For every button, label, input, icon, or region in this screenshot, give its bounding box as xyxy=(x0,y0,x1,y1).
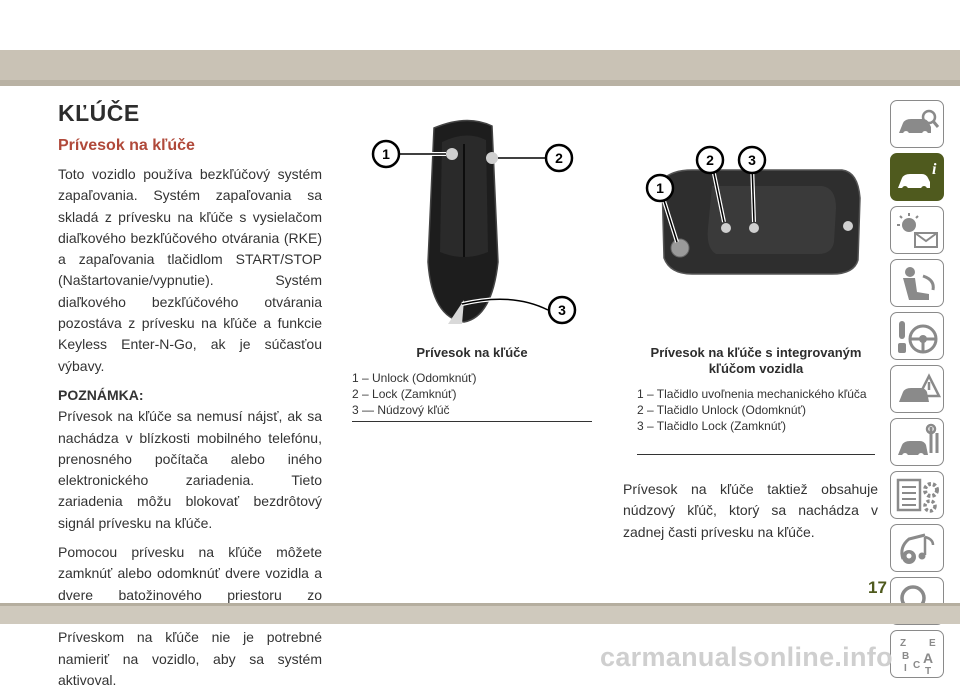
top-header-band xyxy=(0,50,960,80)
note-text: Prívesok na kľúče sa nemusí nájsť, ak sa nachádza v blízkosti mobilného telefónu, prenosného počítača alebo iného elektronického zariadenia. Tieto zariadenia môžu blokovať bezdrôtový signál prívesku na kľúče. xyxy=(58,408,322,531)
figure1-legend xyxy=(352,370,592,418)
callout-1: 1 xyxy=(382,146,390,162)
release-button-icon xyxy=(671,239,689,257)
car-tools-icon xyxy=(895,423,941,463)
svg-text:Z: Z xyxy=(900,638,907,649)
callout-2: 2 xyxy=(555,150,563,166)
figure1-divider xyxy=(352,421,592,422)
tab-chapter-9[interactable] xyxy=(890,524,944,572)
lock-button-icon xyxy=(486,152,498,164)
unlock-button-icon xyxy=(446,148,458,160)
right-column-text xyxy=(623,479,878,551)
legend-item: 2 – Lock (Zamknúť) xyxy=(352,387,457,401)
legend-item: 1 – Tlačidlo uvoľnenia mechanického kľúča xyxy=(637,387,867,401)
paragraph-intro: Toto vozidlo používa bezkľúčový systém zapaľovania. Systém zapaľovania sa skladá z prívesku na kľúče s vysielačom diaľkového bezkľúčového otvárania (RKE) a zapaľovania tlačidlom START/STOP (Naštartovanie/vypnutie). Systém diaľkového bezkľúčového otvárania pozostáva z prívesku na kľúče a funkcie Keyless Enter-N-Go, ak je súčasťou výbavy. xyxy=(58,166,322,374)
key-fob-illustration xyxy=(352,112,592,327)
tab-chapter-1[interactable] xyxy=(890,100,944,148)
checklist-gear-icon xyxy=(895,476,941,516)
svg-text:A: A xyxy=(923,650,934,666)
watermark-text: carmanualsonline.info xyxy=(600,642,893,672)
figure2-title: Prívesok na kľúče s integrovaným kľúčom vozidla xyxy=(650,345,862,376)
paragraph-emergency-key: Prívesok na kľúče taktiež obsahuje núdzový kľúč, ktorý sa nachádza v zadnej časti prívesku na kľúče. xyxy=(623,481,878,540)
svg-text:I: I xyxy=(904,663,907,674)
bottom-footer-band xyxy=(0,606,960,624)
seat-airbag-icon xyxy=(895,264,941,304)
callout-2: 2 xyxy=(706,152,714,168)
callout-3: 3 xyxy=(748,152,756,168)
svg-text:E: E xyxy=(929,638,936,649)
tab-chapter-5[interactable] xyxy=(890,312,944,360)
car-search-icon xyxy=(895,105,941,145)
figure2-legend xyxy=(637,386,875,434)
svg-text:C: C xyxy=(913,660,921,671)
legend-item: 3 – Tlačidlo Lock (Zamknúť) xyxy=(637,419,787,433)
tab-chapter-4[interactable] xyxy=(890,259,944,307)
figure2-divider xyxy=(637,454,875,455)
tab-chapter-7[interactable] xyxy=(890,418,944,466)
tab-chapter-8[interactable] xyxy=(890,471,944,519)
legend-item: 3 — Núdzový kľúč xyxy=(352,403,450,417)
alphabetical-index-icon xyxy=(895,635,941,675)
tab-chapter-11[interactable] xyxy=(890,630,944,678)
tab-chapter-2[interactable] xyxy=(890,153,944,201)
subsection-title: Prívesok na kľúče xyxy=(58,137,195,154)
roadside-emergency-icon xyxy=(895,370,941,410)
car-info-icon xyxy=(895,158,941,198)
svg-text:i: i xyxy=(932,161,937,178)
callout-1: 1 xyxy=(656,180,664,196)
tab-chapter-6[interactable] xyxy=(890,365,944,413)
callout-3: 3 xyxy=(558,302,566,318)
svg-text:T: T xyxy=(925,666,932,677)
unlock-button-icon xyxy=(721,223,731,233)
lock-button-icon xyxy=(749,223,759,233)
tab-chapter-3[interactable] xyxy=(890,206,944,254)
note-label: POZNÁMKA: xyxy=(58,386,144,403)
multimedia-icon xyxy=(895,529,941,569)
figure1-title: Prívesok na kľúče xyxy=(416,345,528,360)
legend-item: 1 – Unlock (Odomknúť) xyxy=(352,371,477,385)
svg-text:B: B xyxy=(902,651,910,662)
steering-wheel-icon xyxy=(895,317,941,357)
section-title: KĽÚČE xyxy=(58,100,140,126)
legend-item: 2 – Tlačidlo Unlock (Odomknúť) xyxy=(637,403,807,417)
warning-light-message-icon xyxy=(895,211,941,251)
flip-key-fob-illustration xyxy=(622,128,872,308)
page-number: 17 xyxy=(868,578,887,597)
paragraph-range: Pomocou prívesku na kľúče môžete zamknúť alebo odomknúť dvere vozidla a dvere batožinového priestoru zo Príveskom na kľúče nie je potrebné namieriť na vozidlo, aby sa systém aktivoval. xyxy=(58,544,322,688)
